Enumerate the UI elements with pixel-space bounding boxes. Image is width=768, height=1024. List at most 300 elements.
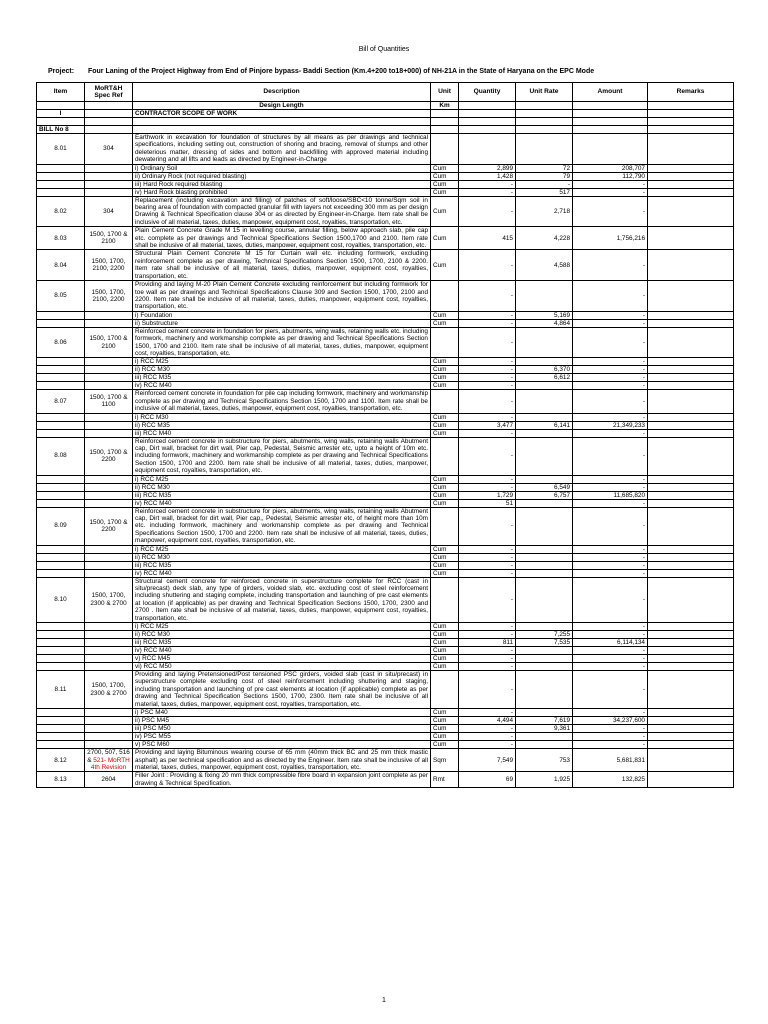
subitem-remarks [648,374,734,382]
boq-subitem-row [37,741,734,749]
subitem-remarks [648,311,734,319]
item-amount: - [573,577,648,622]
subitem-description: ii) RCC M30 [133,483,431,491]
item-rate [516,507,573,545]
subitem-rate [516,733,573,741]
item-amount: - [573,390,648,413]
subitem-rate: 7,619 [516,717,573,725]
col-quantity-header: Quantity [459,83,516,102]
subitem-rate: 6,757 [516,491,573,499]
subitem-rate: 6,549 [516,483,573,491]
subitem-quantity: - [459,188,516,196]
item-unit: Sqm [431,749,459,772]
boq-table [36,82,734,788]
subitem-remarks [648,647,734,655]
subitem-remarks [648,553,734,561]
subitem-quantity: - [459,374,516,382]
item-rate: 1,925 [516,772,573,788]
subitem-quantity: - [459,569,516,577]
item-remarks [648,196,734,227]
subitem-remarks [648,382,734,390]
subitem-amount: - [573,366,648,374]
subitem-quantity: - [459,413,516,421]
subitem-remarks [648,319,734,327]
subitem-quantity: - [459,366,516,374]
item-rate [516,671,573,709]
subitem-quantity: - [459,429,516,437]
subitem-unit: Cum [431,374,459,382]
spec-ref-text: 1500, 1700, 2100, 2200 [91,288,126,303]
subitem-rate: 6,612 [516,374,573,382]
subitem-unit: Cum [431,429,459,437]
subitem-description: vi) RCC M50 [133,663,431,671]
subitem-description: i) RCC M25 [133,545,431,553]
item-description: Reinforced cement concrete in substructure for piers, abutments, wing walls, retaining walls Abutment cap, Dirt wall, bracket for dirt wall, Pier cap, Pedestal, Seismic arrester etc, upto a height of 10m etc. including formwork, machinery and workmanship complete as per drawing and Technical Specifications Section 1500, 1700 and 2200. Item rate shall be inclusive of all material, taxes, duties, manpower, equipment cost, royalties, transportation, etc. [133,437,431,475]
subitem-blank-item [37,553,85,561]
spec-ref-text: 2604 [101,776,116,784]
subitem-description: i) RCC M25 [133,358,431,366]
subitem-blank-spec [85,382,133,390]
item-quantity: - [459,196,516,227]
subitem-remarks [648,631,734,639]
boq-subitem-row [37,358,734,366]
item-amount [573,134,648,165]
subitem-blank-item [37,374,85,382]
subitem-unit: Cum [431,623,459,631]
subitem-amount: - [573,655,648,663]
subitem-description: i) RCC M25 [133,623,431,631]
subitem-blank-spec [85,172,133,180]
spec-ref-text: 1500, 1700 & 2200 [89,518,128,534]
subitem-blank-spec [85,499,133,507]
subitem-blank-spec [85,429,133,437]
item-description: Reinforced cement concrete in foundation for piers, abutments, wing walls, retaining walls etc. including formwork, machinery and workmanship complete as per drawing and Technical Specifications Section 1500, 1700 and 2100. Item rate shall be inclusive of all material, taxes, duties, manpower, equipment cost, royalties, transportation, etc. [133,327,431,358]
subitem-rate: 4,864 [516,319,573,327]
subitem-blank-item [37,319,85,327]
subitem-rate [516,561,573,569]
spec-ref-text: 1500, 1700, 2100, 2200 [91,257,126,273]
subitem-blank-item [37,741,85,749]
subitem-amount: - [573,188,648,196]
boq-subitem-row [37,709,734,717]
subitem-description: v) RCC M45 [133,655,431,663]
subitem-quantity: - [459,358,516,366]
subitem-blank-item [37,709,85,717]
subitem-blank-item [37,483,85,491]
subitem-amount: - [573,623,648,631]
spec-ref-text: 304 [103,145,114,153]
subitem-amount: - [573,319,648,327]
subitem-blank-spec [85,374,133,382]
spec-ref [85,577,133,622]
subitem-rate: 9,361 [516,725,573,733]
item-quantity: 69 [459,772,516,788]
subitem-rate: 7,255 [516,631,573,639]
subitem-unit: Cum [431,475,459,483]
subitem-blank-spec [85,366,133,374]
subitem-unit: Cum [431,709,459,717]
subitem-unit: Cum [431,717,459,725]
subitem-unit: Cum [431,421,459,429]
subitem-amount: - [573,725,648,733]
boq-item-row [37,227,734,250]
subitem-description: iii) PSC M50 [133,725,431,733]
item-amount: - [573,250,648,281]
subitem-blank-item [37,623,85,631]
subitem-description: i) RCC M25 [133,475,431,483]
spec-ref [85,327,133,358]
spec-ref-text: 304 [103,207,114,215]
subitem-description: iv) PSC M55 [133,733,431,741]
subitem-amount: 6,114,134 [573,639,648,647]
subitem-rate [516,663,573,671]
subitem-quantity: 1,428 [459,172,516,180]
col-spec-header: MoRT&H Spec Ref [85,83,133,102]
subitem-description: iii) RCC M35 [133,374,431,382]
item-rate [516,390,573,413]
subitem-rate: 7,535 [516,639,573,647]
subitem-description: iii) RCC M35 [133,491,431,499]
subitem-blank-spec [85,655,133,663]
boq-subitem-row [37,483,734,491]
subitem-blank-spec [85,311,133,319]
item-quantity: 7,549 [459,749,516,772]
subitem-remarks [648,188,734,196]
item-amount: 5,681,831 [573,749,648,772]
subitem-unit: Cum [431,188,459,196]
subitem-blank-item [37,647,85,655]
boq-subitem-row [37,475,734,483]
subitem-unit: Cum [431,499,459,507]
subitem-blank-spec [85,545,133,553]
item-remarks [648,772,734,788]
subitem-amount: - [573,475,648,483]
subitem-remarks [648,499,734,507]
spec-ref-text: 1500, 1700, 2300 & 2700 [90,682,127,697]
spec-ref-text: 1500, 1700 & 1100 [89,394,128,409]
boq-item-row [37,577,734,622]
spec-ref-text: 2700, 507, 516 & [87,749,130,764]
subitem-unit: Cum [431,655,459,663]
subitem-unit: Cum [431,319,459,327]
item-rate: 4,228 [516,227,573,250]
boq-subitem-row [37,421,734,429]
subitem-rate [516,553,573,561]
subitem-quantity: 3,477 [459,421,516,429]
item-remarks [648,577,734,622]
section-number: I [37,110,85,118]
subitem-rate [516,475,573,483]
subitem-remarks [648,623,734,631]
item-number: 8.12 [37,749,85,772]
subitem-rate [516,647,573,655]
boq-subitem-row [37,553,734,561]
subitem-amount: 11,685,820 [573,491,648,499]
item-rate [516,281,573,312]
boq-subitem-row [37,311,734,319]
subitem-quantity: - [459,741,516,749]
document-title: Bill of Quantities [358,46,410,53]
spec-ref [85,250,133,281]
subitem-remarks [648,741,734,749]
subitem-quantity: - [459,647,516,655]
subitem-rate: 72 [516,164,573,172]
subitem-blank-spec [85,709,133,717]
subitem-quantity: - [459,319,516,327]
boq-item-row [37,327,734,358]
item-description: Structural cement concrete for reinforced concrete in superstructure complete for RCC (cast in situ/precast) deck slab, any type of girders, voided slab, etc. excluding cost of steel reinforcement including shuttering and staging complete, including transportation and launching of pre cast elements at location (if applicable) as per drawing and Technical Specification Sections 1500, 1700, 2300 and 2700 . Item rate shall be inclusive of all material, taxes, duties, manpower, equipment cost, royalties, transportation, etc. [133,577,431,622]
subitem-description: iii) RCC M40 [133,429,431,437]
spec-ref-text: 1500, 1700 & 2100 [89,335,128,350]
boq-subitem-row [37,647,734,655]
item-quantity [459,134,516,165]
subitem-remarks [648,413,734,421]
subitem-blank-spec [85,553,133,561]
subitem-blank-spec [85,733,133,741]
subitem-remarks [648,639,734,647]
col-description-header: Description [133,83,431,102]
subitem-blank-item [37,358,85,366]
item-number: 8.09 [37,507,85,545]
subitem-rate: 517 [516,188,573,196]
subitem-blank-item [37,366,85,374]
item-unit [431,327,459,358]
subitem-unit: Cum [431,172,459,180]
item-rate: 2,718 [516,196,573,227]
subitem-amount: - [573,553,648,561]
spec-ref [85,749,133,772]
subitem-blank-item [37,311,85,319]
item-unit [431,281,459,312]
subitem-remarks [648,709,734,717]
item-quantity: - [459,437,516,475]
boq-subitem-row [37,188,734,196]
subitem-description: i) Ordinary Soil [133,164,431,172]
item-rate [516,134,573,165]
subitem-quantity: - [459,623,516,631]
boq-subitem-row [37,561,734,569]
boq-subitem-row [37,429,734,437]
item-number: 8.02 [37,196,85,227]
subitem-amount: - [573,709,648,717]
subitem-amount: - [573,483,648,491]
subitem-quantity: - [459,631,516,639]
spec-ref [85,134,133,165]
subitem-blank-spec [85,421,133,429]
subitem-quantity: 811 [459,639,516,647]
item-unit [431,671,459,709]
item-description: Reinforced cement concrete in substructure for piers, abutments, wing walls, retaining walls Abutment cap, Dirt wall, bracket for dirt wall, Pier cap,, Pedestal, Seismic arrester etc, of height more than 10m etc. including formwork, machinery and workmanship complete as per drawing and Technical Specifications Section 1500, 1700 and 2200. Item rate shall be inclusive of all material, taxes, duties, manpower, equipment cost, royalties, transportation, etc. [133,507,431,545]
design-length-label: Design Length [133,102,431,110]
item-remarks [648,390,734,413]
subitem-unit: Cum [431,545,459,553]
item-description: Filler Joint : Providing & fixing 20 mm thick compressible fibre board in expansion joint complete as per drawing & Technical Specification. [133,772,431,788]
item-remarks [648,749,734,772]
boq-subitem-row [37,499,734,507]
subitem-quantity: 51 [459,499,516,507]
subitem-amount: - [573,429,648,437]
subitem-remarks [648,180,734,188]
subitem-blank-spec [85,164,133,172]
subitem-remarks [648,561,734,569]
subitem-quantity: - [459,180,516,188]
subitem-description: ii) RCC M30 [133,366,431,374]
subitem-rate: 5,169 [516,311,573,319]
subitem-unit: Cum [431,741,459,749]
item-remarks [648,134,734,165]
subitem-quantity: - [459,733,516,741]
subitem-amount: - [573,741,648,749]
subitem-remarks [648,725,734,733]
subitem-quantity: - [459,663,516,671]
subitem-blank-item [37,725,85,733]
item-quantity: - [459,577,516,622]
item-description: Replacement (including excavation and filling) of patches of soft/loose/SBC<10 tonne/Sqm soil in bearing area of foundation with compacted granular fill with layers not exceeding 300 mm as per design Drawing & Technical Specification clause 304 or as directed by Engineer-in-Charge. Item rate shall be inclusive of all material, taxes, duties, manpower, equipment cost, royalties, transportation, etc. [133,196,431,227]
boq-subitem-row [37,717,734,725]
item-rate [516,327,573,358]
subitem-rate [516,382,573,390]
subitem-blank-item [37,491,85,499]
subitem-rate [516,429,573,437]
item-number: 8.06 [37,327,85,358]
item-unit [431,577,459,622]
subitem-quantity: 1,729 [459,491,516,499]
boq-item-row [37,196,734,227]
boq-subitem-row [37,623,734,631]
subitem-amount: - [573,545,648,553]
subitem-unit: Cum [431,561,459,569]
spec-ref-revision: 521- MoRTH 4th Revision [90,756,130,771]
subitem-rate [516,569,573,577]
subitem-blank-spec [85,725,133,733]
subitem-description: ii) RCC M30 [133,553,431,561]
subitem-description: ii) Substructure [133,319,431,327]
subitem-amount: 21,349,233 [573,421,648,429]
subitem-blank-item [37,429,85,437]
subitem-rate [516,413,573,421]
subitem-unit: Cum [431,553,459,561]
subitem-unit: Cum [431,491,459,499]
item-remarks [648,281,734,312]
subitem-amount: - [573,569,648,577]
item-amount: - [573,437,648,475]
item-quantity: - [459,327,516,358]
subitem-blank-item [37,172,85,180]
subitem-unit: Cum [431,180,459,188]
item-remarks [648,671,734,709]
subitem-blank-item [37,421,85,429]
subitem-remarks [648,655,734,663]
subitem-unit: Cum [431,631,459,639]
subitem-blank-spec [85,623,133,631]
spec-ref [85,390,133,413]
subitem-blank-item [37,663,85,671]
item-unit: Cum [431,196,459,227]
col-amount-header: Amount [573,83,648,102]
item-number: 8.01 [37,134,85,165]
item-remarks [648,250,734,281]
subitem-amount: - [573,180,648,188]
project-label: Project: [48,68,75,75]
subitem-rate [516,499,573,507]
item-rate [516,577,573,622]
subitem-rate: 79 [516,172,573,180]
subitem-quantity: 2,899 [459,164,516,172]
subitem-unit: Cum [431,733,459,741]
subitem-description: iv) RCC M40 [133,647,431,655]
boq-subitem-row [37,733,734,741]
boq-subitem-row [37,164,734,172]
subitem-amount: 34,237,600 [573,717,648,725]
design-length-unit: Km [431,102,459,110]
design-length-row [37,102,734,110]
subitem-remarks [648,663,734,671]
subitem-rate [516,709,573,717]
subitem-amount: - [573,647,648,655]
subitem-blank-spec [85,741,133,749]
subitem-amount: - [573,413,648,421]
boq-subitem-row [37,663,734,671]
boq-item-row [37,437,734,475]
boq-subitem-row [37,172,734,180]
subitem-blank-item [37,655,85,663]
item-quantity: - [459,281,516,312]
item-description: Earthwork in excavation for foundation of structures by all means as per drawings and technical specifications, including setting out, construction of shoring and bracing, removal of stumps and other deleterious matter, dressing of sides and bottom and backfilling with approved material including dewatering and all lifts and leads as directed by Engineer-in-Charge [133,134,431,165]
boq-subitem-row [37,491,734,499]
subitem-description: v) PSC M60 [133,741,431,749]
page-number: 1 [382,997,386,1004]
subitem-unit: Cum [431,663,459,671]
subitem-description: iii) Hard Rock required blasting [133,180,431,188]
item-quantity: - [459,671,516,709]
subitem-blank-item [37,164,85,172]
boq-item-row [37,507,734,545]
subitem-remarks [648,429,734,437]
col-item-header: Item [37,83,85,102]
subitem-unit: Cum [431,366,459,374]
subitem-quantity: - [459,483,516,491]
subitem-unit: Cum [431,483,459,491]
subitem-remarks [648,475,734,483]
subitem-quantity: - [459,709,516,717]
subitem-blank-spec [85,413,133,421]
subitem-blank-item [37,188,85,196]
subitem-blank-item [37,413,85,421]
item-quantity: - [459,250,516,281]
boq-subitem-row [37,655,734,663]
bill-row [37,126,734,134]
subitem-quantity: 4,494 [459,717,516,725]
item-description: Providing and laying Bituminous wearing course of 65 mm (40mm thick BC and 25 mm thick mastic asphalt) as per technical specification and as directed by the Engineer. Item rate shall be inclusive of all material, taxes, duties, manpower, equipment cost, royalties, transportation, etc. [133,749,431,772]
subitem-remarks [648,545,734,553]
subitem-description: ii) PSC M45 [133,717,431,725]
boq-subitem-row [37,413,734,421]
subitem-blank-spec [85,561,133,569]
item-unit [431,390,459,413]
item-amount: - [573,196,648,227]
item-rate [516,437,573,475]
subitem-amount: - [573,311,648,319]
boq-subitem-row [37,725,734,733]
subitem-blank-item [37,545,85,553]
subitem-blank-spec [85,319,133,327]
subitem-rate [516,545,573,553]
subitem-blank-spec [85,358,133,366]
boq-subitem-row [37,366,734,374]
subitem-amount: - [573,733,648,741]
subitem-remarks [648,569,734,577]
spec-ref [85,507,133,545]
